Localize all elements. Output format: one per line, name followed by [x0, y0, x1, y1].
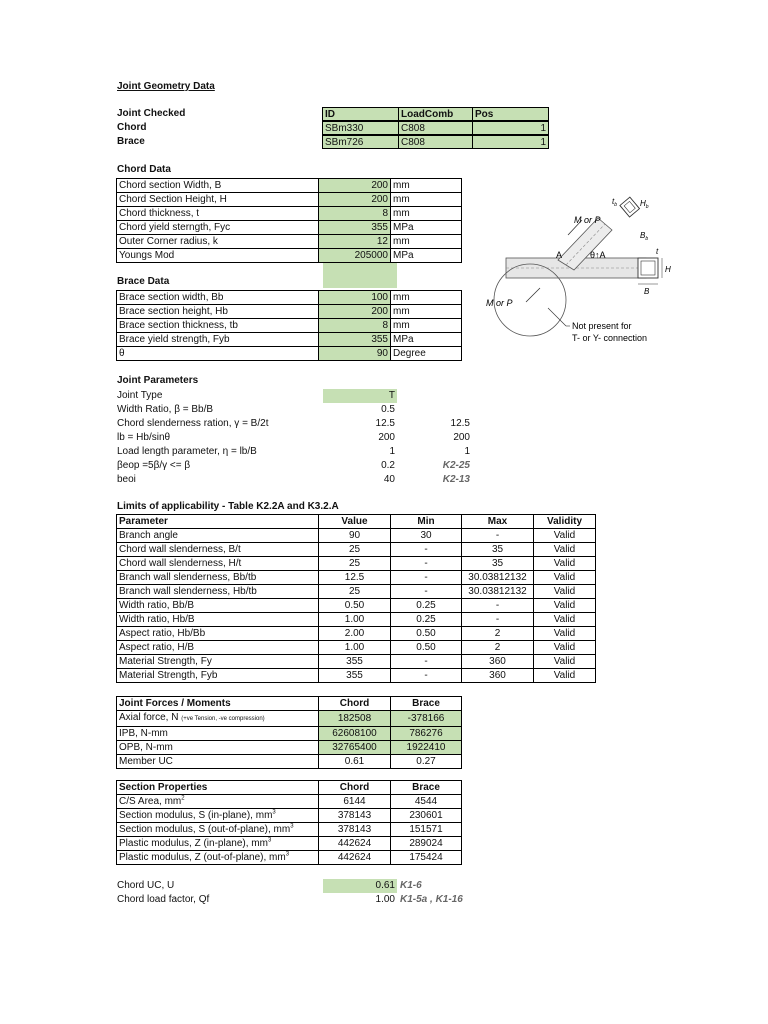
- green-filler: [323, 263, 397, 288]
- section-chord: 442624: [319, 837, 391, 851]
- limits-title: Limits of applicability - Table K2.2A and K3.2.A: [117, 501, 339, 512]
- ipb-label: IPB, N-mm: [117, 727, 319, 741]
- param-label: βeop =5β/γ <= β: [117, 460, 191, 471]
- param-value: 0.2: [381, 460, 395, 471]
- param-value[interactable]: 8: [319, 319, 391, 333]
- limit-parameter: Branch wall slenderness, Bb/tb: [117, 571, 319, 585]
- reference-k2-13: K2-13: [442, 474, 470, 485]
- limit-parameter: Chord wall slenderness, B/t: [117, 543, 319, 557]
- param-label: Brace yield strength, Fyb: [117, 333, 319, 347]
- header-id: ID: [322, 107, 399, 121]
- col-header-section: Section Properties: [117, 781, 319, 795]
- opb-chord-value[interactable]: 32765400: [319, 741, 391, 755]
- param-unit: mm: [391, 319, 462, 333]
- joint-diagram-figure: [478, 190, 678, 350]
- table-row: [117, 529, 596, 543]
- opb-brace-value[interactable]: 1922410: [391, 741, 462, 755]
- limit-validity: Valid: [534, 641, 596, 655]
- a-left-text: A: [556, 250, 563, 260]
- chord-qf-label: Chord load factor, Qf: [117, 894, 210, 905]
- limit-parameter: Width ratio, Hb/B: [117, 613, 319, 627]
- chord-loadcomb-cell[interactable]: C808: [398, 121, 473, 135]
- col-header-validity: Validity: [534, 515, 596, 529]
- limit-parameter: Branch wall slenderness, Hb/tb: [117, 585, 319, 599]
- page-title: Joint Geometry Data: [117, 81, 215, 92]
- limit-value: 355: [319, 669, 391, 683]
- limit-max: -: [462, 613, 534, 627]
- param-label: Width Ratio, β = Bb/B: [117, 404, 214, 415]
- col-header-brace: Brace: [391, 697, 462, 711]
- col-header-chord: Chord: [319, 781, 391, 795]
- axial-force-note: (+ve Tension, -ve compression): [181, 716, 265, 722]
- brace-loadcomb-cell[interactable]: C808: [398, 135, 473, 149]
- limit-validity: Valid: [534, 543, 596, 557]
- table-row: [117, 207, 462, 221]
- table-row: [117, 571, 596, 585]
- limit-parameter: Material Strength, Fy: [117, 655, 319, 669]
- limit-parameter: Width ratio, Bb/B: [117, 599, 319, 613]
- t-label: t: [656, 247, 659, 256]
- table-row: [117, 291, 462, 305]
- limit-min: -: [391, 571, 462, 585]
- section-label: Plastic modulus, Z (out-of-plane), $mm^3$: [117, 851, 319, 865]
- table-row: [117, 823, 462, 837]
- note-line2-text: T- or Y- connection: [572, 333, 648, 343]
- limit-value: 12.5: [319, 571, 391, 585]
- param-label: Outer Corner radius, k: [117, 235, 319, 249]
- axial-force-label: Axial force, N (+ve Tension, -ve compression): [117, 711, 319, 727]
- section-label: Section modulus, S (out-of-plane), $mm^3$: [117, 823, 319, 837]
- section-brace: 151571: [391, 823, 462, 837]
- table-header-row: [117, 515, 596, 529]
- limit-validity: Valid: [534, 669, 596, 683]
- limit-parameter: Branch angle: [117, 529, 319, 543]
- limit-validity: Valid: [534, 571, 596, 585]
- table-row: [117, 193, 462, 207]
- table-row: [117, 755, 462, 769]
- col-header-brace: Brace: [391, 781, 462, 795]
- table-row: [117, 627, 596, 641]
- limit-max: 30.03812132: [462, 571, 534, 585]
- reference-k2-25: K2-25: [442, 460, 470, 471]
- table-row: [117, 347, 462, 361]
- param-label: Chord slenderness ration, γ = B/2t: [117, 418, 269, 429]
- limit-value: 25: [319, 585, 391, 599]
- param-unit: mm: [391, 193, 462, 207]
- bb-label: $B_b$: [640, 231, 649, 242]
- param-label: Brace section width, Bb: [117, 291, 319, 305]
- param-unit: MPa: [391, 221, 462, 235]
- param-label: Chord Section Height, H: [117, 193, 319, 207]
- param-unit: Degree: [391, 347, 462, 361]
- limit-validity: Valid: [534, 599, 596, 613]
- param-label: Youngs Mod: [117, 249, 319, 263]
- param-label: Brace section height, Hb: [117, 305, 319, 319]
- table-header-row: [117, 781, 462, 795]
- member-uc-brace: 0.27: [391, 755, 462, 769]
- limit-value: 25: [319, 557, 391, 571]
- limit-min: 0.50: [391, 641, 462, 655]
- limit-min: -: [391, 655, 462, 669]
- limit-max: -: [462, 529, 534, 543]
- brace-data-table: [116, 290, 462, 361]
- chord-id-cell[interactable]: SBm330: [322, 121, 399, 135]
- tb-label: $t_b$: [612, 197, 618, 208]
- param-unit: MPa: [391, 333, 462, 347]
- table-row: [117, 669, 596, 683]
- limit-validity: Valid: [534, 627, 596, 641]
- chord-label: Chord: [117, 122, 147, 133]
- param-value[interactable]: 8: [319, 207, 391, 221]
- limit-parameter: Chord wall slenderness, H/t: [117, 557, 319, 571]
- member-uc-chord: 0.61: [319, 755, 391, 769]
- header-pos: Pos: [472, 107, 549, 121]
- section-label: C/S Area, $mm^2$: [117, 795, 319, 809]
- table-row: [117, 249, 462, 263]
- param-unit: mm: [391, 207, 462, 221]
- col-header-min: Min: [391, 515, 462, 529]
- limit-value: 25: [319, 543, 391, 557]
- brace-data-title: Brace Data: [117, 276, 170, 287]
- param-label: beoi: [117, 474, 136, 485]
- limit-min: 0.25: [391, 599, 462, 613]
- ipb-brace-value[interactable]: 786276: [391, 727, 462, 741]
- h-label: H: [665, 265, 671, 274]
- table-row: [117, 235, 462, 249]
- chord-pos-cell[interactable]: 1: [472, 121, 549, 135]
- joint-parameters-title: Joint Parameters: [117, 375, 199, 386]
- table-row: [117, 319, 462, 333]
- table-row: [117, 809, 462, 823]
- section-brace: 230601: [391, 809, 462, 823]
- param-value: 1: [389, 446, 395, 457]
- param-value[interactable]: 200: [319, 179, 391, 193]
- m-or-p-top-text: M or P: [574, 215, 601, 225]
- param-value: 12.5: [375, 418, 395, 429]
- reference-k1-5a-k1-16: K1-5a , K1-16: [400, 894, 463, 905]
- param-value[interactable]: 90: [319, 347, 391, 361]
- joint-type-value[interactable]: T: [323, 389, 397, 403]
- chord-uc-value: 0.61: [323, 879, 397, 893]
- col-header-value: Value: [319, 515, 391, 529]
- param-unit: MPa: [391, 249, 462, 263]
- param-label: θ: [117, 347, 319, 361]
- param-value: 200: [378, 432, 395, 443]
- limit-min: -: [391, 585, 462, 599]
- limit-max: 35: [462, 557, 534, 571]
- axial-brace-value[interactable]: -378166: [391, 711, 462, 727]
- table-row: [117, 179, 462, 193]
- param-value-2: 200: [453, 432, 470, 443]
- section-label: Plastic modulus, Z (in-plane), $mm^3$: [117, 837, 319, 851]
- param-unit: mm: [391, 235, 462, 249]
- param-unit: mm: [391, 291, 462, 305]
- limits-table: [116, 514, 596, 683]
- joint-type-label: Joint Type: [117, 390, 163, 401]
- limit-min: -: [391, 557, 462, 571]
- note-line1-text: Not present for: [572, 321, 632, 331]
- col-header-chord: Chord: [319, 697, 391, 711]
- param-label: Chord yield sterngth, Fyc: [117, 221, 319, 235]
- limit-max: 360: [462, 669, 534, 683]
- param-unit: mm: [391, 179, 462, 193]
- limit-value: 1.00: [319, 641, 391, 655]
- member-uc-label: Member UC: [117, 755, 319, 769]
- param-value[interactable]: 200: [319, 193, 391, 207]
- limit-max: 2: [462, 641, 534, 655]
- col-header-forces: Joint Forces / Moments: [117, 697, 319, 711]
- section-properties-table: [116, 780, 462, 865]
- section-brace: 289024: [391, 837, 462, 851]
- table-row: [117, 599, 596, 613]
- b-label: B: [644, 287, 650, 296]
- limit-parameter: Material Strength, Fyb: [117, 669, 319, 683]
- forces-table: [116, 696, 462, 769]
- col-header-parameter: Parameter: [117, 515, 319, 529]
- opb-label: OPB, N-mm: [117, 741, 319, 755]
- table-row: [117, 711, 462, 727]
- table-row: [117, 837, 462, 851]
- param-value[interactable]: 205000: [319, 249, 391, 263]
- limit-validity: Valid: [534, 585, 596, 599]
- table-row: [117, 333, 462, 347]
- param-label: Chord thickness, t: [117, 207, 319, 221]
- ipb-chord-value[interactable]: 62608100: [319, 727, 391, 741]
- table-row: [117, 727, 462, 741]
- param-unit: mm: [391, 305, 462, 319]
- limit-validity: Valid: [534, 557, 596, 571]
- param-value[interactable]: 355: [319, 333, 391, 347]
- param-value[interactable]: 200: [319, 305, 391, 319]
- limit-min: -: [391, 669, 462, 683]
- param-value: 0.5: [381, 404, 395, 415]
- brace-pos-cell[interactable]: 1: [472, 135, 549, 149]
- param-value[interactable]: 355: [319, 221, 391, 235]
- hb-label: $H_b$: [640, 199, 649, 210]
- m-or-p-left-text: M or P: [486, 298, 513, 308]
- limit-value: 90: [319, 529, 391, 543]
- brace-id-cell[interactable]: SBm726: [322, 135, 399, 149]
- limit-value: 2.00: [319, 627, 391, 641]
- limit-max: 360: [462, 655, 534, 669]
- table-row: [117, 221, 462, 235]
- table-row: [117, 795, 462, 809]
- chord-qf-value: 1.00: [375, 894, 395, 905]
- table-row: [117, 741, 462, 755]
- table-row: [117, 543, 596, 557]
- param-label: Chord section Width, B: [117, 179, 319, 193]
- limit-max: 35: [462, 543, 534, 557]
- brace-label: Brace: [117, 136, 145, 147]
- param-value[interactable]: 100: [319, 291, 391, 305]
- axial-chord-value[interactable]: 182508: [319, 711, 391, 727]
- limit-max: 30.03812132: [462, 585, 534, 599]
- section-label: Section modulus, S (in-plane), $mm^3$: [117, 809, 319, 823]
- section-chord: 6144: [319, 795, 391, 809]
- table-row: [117, 557, 596, 571]
- limit-value: 355: [319, 655, 391, 669]
- limit-validity: Valid: [534, 529, 596, 543]
- section-brace: 4544: [391, 795, 462, 809]
- table-row: [117, 641, 596, 655]
- limit-parameter: Aspect ratio, Hb/Bb: [117, 627, 319, 641]
- limit-max: 2: [462, 627, 534, 641]
- section-chord: 378143: [319, 809, 391, 823]
- param-value-2: 12.5: [450, 418, 470, 429]
- limit-validity: Valid: [534, 655, 596, 669]
- section-chord: 442624: [319, 851, 391, 865]
- limit-max: -: [462, 599, 534, 613]
- table-row: [117, 655, 596, 669]
- table-row: [117, 613, 596, 627]
- table-header-row: [117, 697, 462, 711]
- chord-data-table: [116, 178, 462, 263]
- header-loadcomb: LoadComb: [398, 107, 473, 121]
- param-value[interactable]: 12: [319, 235, 391, 249]
- limit-value: 1.00: [319, 613, 391, 627]
- joint-checked-label: Joint Checked: [117, 108, 186, 119]
- param-value: 40: [383, 474, 395, 485]
- section-brace: 175424: [391, 851, 462, 865]
- limit-min: -: [391, 543, 462, 557]
- param-value-2: 1: [464, 446, 470, 457]
- limit-parameter: Aspect ratio, H/B: [117, 641, 319, 655]
- table-row: [117, 851, 462, 865]
- chord-data-title: Chord Data: [117, 164, 171, 175]
- section-chord: 378143: [319, 823, 391, 837]
- param-label: lb = Hb/sinθ: [117, 432, 171, 443]
- limit-min: 30: [391, 529, 462, 543]
- table-row: [117, 305, 462, 319]
- limit-min: 0.25: [391, 613, 462, 627]
- limit-validity: Valid: [534, 613, 596, 627]
- limit-value: 0.50: [319, 599, 391, 613]
- a-right-text: θ↑A: [590, 250, 606, 260]
- limit-min: 0.50: [391, 627, 462, 641]
- table-row: [117, 585, 596, 599]
- param-label: Load length parameter, η = lb/B: [117, 446, 257, 457]
- col-header-max: Max: [462, 515, 534, 529]
- param-label: Brace section thickness, tb: [117, 319, 319, 333]
- reference-k1-6: K1-6: [400, 880, 422, 891]
- chord-uc-label: Chord UC, U: [117, 880, 175, 891]
